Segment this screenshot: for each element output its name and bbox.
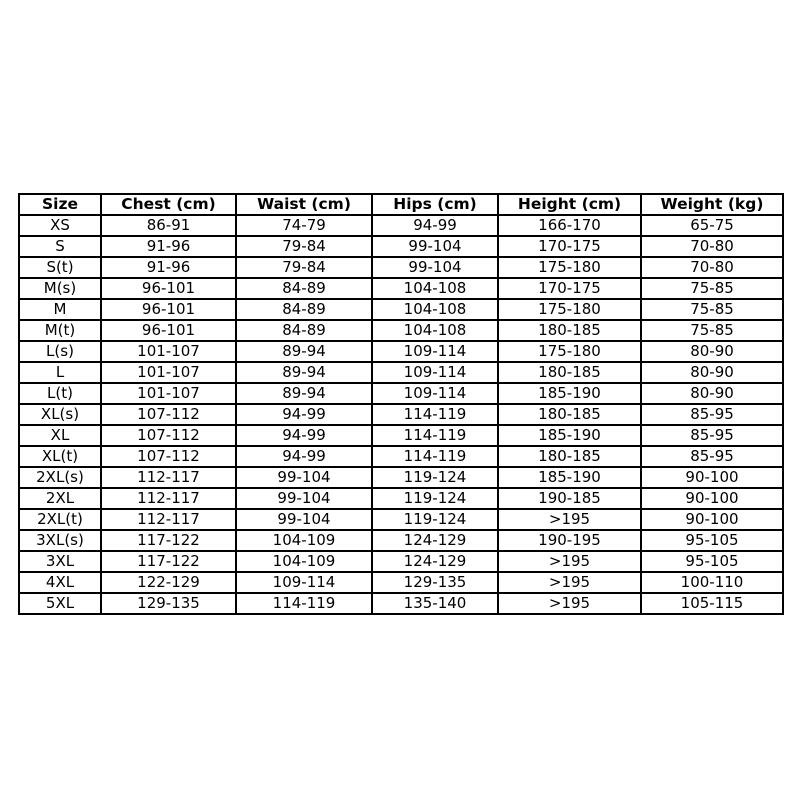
size-cell: S <box>19 236 101 257</box>
table-row <box>19 320 783 341</box>
value-cell: 129-135 <box>101 593 236 614</box>
value-cell: 70-80 <box>641 236 783 257</box>
value-cell: 100-110 <box>641 572 783 593</box>
table-row <box>19 593 783 614</box>
value-cell: 119-124 <box>372 488 498 509</box>
size-cell: M <box>19 299 101 320</box>
value-cell: 129-135 <box>372 572 498 593</box>
table-row <box>19 467 783 488</box>
value-cell: 104-108 <box>372 320 498 341</box>
value-cell: 75-85 <box>641 320 783 341</box>
value-cell: 104-108 <box>372 299 498 320</box>
size-cell: 4XL <box>19 572 101 593</box>
value-cell: 114-119 <box>372 446 498 467</box>
value-cell: 180-185 <box>498 404 641 425</box>
value-cell: 89-94 <box>236 362 372 383</box>
value-cell: 99-104 <box>372 236 498 257</box>
value-cell: 101-107 <box>101 383 236 404</box>
value-cell: 85-95 <box>641 425 783 446</box>
value-cell: 65-75 <box>641 215 783 236</box>
table-row <box>19 425 783 446</box>
value-cell: 185-190 <box>498 467 641 488</box>
value-cell: 109-114 <box>236 572 372 593</box>
size-cell: XL(t) <box>19 446 101 467</box>
value-cell: 90-100 <box>641 509 783 530</box>
size-cell: L <box>19 362 101 383</box>
value-cell: 94-99 <box>236 425 372 446</box>
value-cell: 99-104 <box>236 488 372 509</box>
value-cell: 114-119 <box>372 404 498 425</box>
size-cell: 3XL(s) <box>19 530 101 551</box>
value-cell: 94-99 <box>372 215 498 236</box>
value-cell: 170-175 <box>498 278 641 299</box>
value-cell: 94-99 <box>236 446 372 467</box>
column-header-waist: Waist (cm) <box>236 194 372 215</box>
value-cell: 75-85 <box>641 299 783 320</box>
value-cell: 119-124 <box>372 467 498 488</box>
column-header-height: Height (cm) <box>498 194 641 215</box>
value-cell: 96-101 <box>101 278 236 299</box>
size-chart-table <box>18 193 784 615</box>
value-cell: 107-112 <box>101 404 236 425</box>
table-row <box>19 572 783 593</box>
value-cell: 107-112 <box>101 425 236 446</box>
table-row <box>19 341 783 362</box>
value-cell: 107-112 <box>101 446 236 467</box>
value-cell: 185-190 <box>498 383 641 404</box>
value-cell: 190-185 <box>498 488 641 509</box>
value-cell: 104-109 <box>236 551 372 572</box>
table-row <box>19 551 783 572</box>
value-cell: 74-79 <box>236 215 372 236</box>
size-cell: 2XL(t) <box>19 509 101 530</box>
value-cell: 84-89 <box>236 299 372 320</box>
value-cell: 96-101 <box>101 320 236 341</box>
table-row <box>19 488 783 509</box>
value-cell: 175-180 <box>498 299 641 320</box>
value-cell: 124-129 <box>372 551 498 572</box>
table-row <box>19 404 783 425</box>
value-cell: 112-117 <box>101 509 236 530</box>
table-row <box>19 236 783 257</box>
value-cell: 124-129 <box>372 530 498 551</box>
value-cell: 90-100 <box>641 467 783 488</box>
table-row <box>19 509 783 530</box>
size-cell: L(t) <box>19 383 101 404</box>
value-cell: >195 <box>498 572 641 593</box>
value-cell: 175-180 <box>498 341 641 362</box>
table-row <box>19 257 783 278</box>
value-cell: 75-85 <box>641 278 783 299</box>
value-cell: 86-91 <box>101 215 236 236</box>
value-cell: 117-122 <box>101 551 236 572</box>
value-cell: 109-114 <box>372 383 498 404</box>
value-cell: 90-100 <box>641 488 783 509</box>
value-cell: 180-185 <box>498 362 641 383</box>
value-cell: 96-101 <box>101 299 236 320</box>
header-row <box>19 194 783 215</box>
value-cell: >195 <box>498 593 641 614</box>
size-cell: XL <box>19 425 101 446</box>
table-row <box>19 215 783 236</box>
value-cell: 119-124 <box>372 509 498 530</box>
value-cell: 99-104 <box>236 467 372 488</box>
size-cell: 2XL <box>19 488 101 509</box>
column-header-weight: Weight (kg) <box>641 194 783 215</box>
table-row <box>19 362 783 383</box>
table-row <box>19 299 783 320</box>
size-cell: S(t) <box>19 257 101 278</box>
value-cell: 166-170 <box>498 215 641 236</box>
value-cell: 79-84 <box>236 236 372 257</box>
value-cell: 175-180 <box>498 257 641 278</box>
value-cell: 85-95 <box>641 446 783 467</box>
value-cell: 112-117 <box>101 467 236 488</box>
table-row <box>19 446 783 467</box>
value-cell: 99-104 <box>372 257 498 278</box>
value-cell: 109-114 <box>372 362 498 383</box>
value-cell: 85-95 <box>641 404 783 425</box>
size-cell: L(s) <box>19 341 101 362</box>
value-cell: 99-104 <box>236 509 372 530</box>
value-cell: 91-96 <box>101 236 236 257</box>
value-cell: 89-94 <box>236 383 372 404</box>
value-cell: >195 <box>498 509 641 530</box>
value-cell: 180-185 <box>498 320 641 341</box>
size-cell: XS <box>19 215 101 236</box>
value-cell: 185-190 <box>498 425 641 446</box>
value-cell: 112-117 <box>101 488 236 509</box>
value-cell: 101-107 <box>101 362 236 383</box>
table-row <box>19 383 783 404</box>
value-cell: 114-119 <box>372 425 498 446</box>
value-cell: 95-105 <box>641 530 783 551</box>
table-row <box>19 278 783 299</box>
value-cell: 101-107 <box>101 341 236 362</box>
value-cell: 80-90 <box>641 383 783 404</box>
column-header-hips: Hips (cm) <box>372 194 498 215</box>
column-header-chest: Chest (cm) <box>101 194 236 215</box>
size-cell: 3XL <box>19 551 101 572</box>
value-cell: 114-119 <box>236 593 372 614</box>
size-cell: M(s) <box>19 278 101 299</box>
value-cell: 80-90 <box>641 341 783 362</box>
value-cell: 104-108 <box>372 278 498 299</box>
value-cell: 104-109 <box>236 530 372 551</box>
size-cell: XL(s) <box>19 404 101 425</box>
value-cell: 91-96 <box>101 257 236 278</box>
value-cell: 80-90 <box>641 362 783 383</box>
value-cell: 190-195 <box>498 530 641 551</box>
size-cell: M(t) <box>19 320 101 341</box>
value-cell: 95-105 <box>641 551 783 572</box>
value-cell: 117-122 <box>101 530 236 551</box>
value-cell: >195 <box>498 551 641 572</box>
value-cell: 84-89 <box>236 278 372 299</box>
value-cell: 122-129 <box>101 572 236 593</box>
value-cell: 180-185 <box>498 446 641 467</box>
size-cell: 5XL <box>19 593 101 614</box>
value-cell: 79-84 <box>236 257 372 278</box>
value-cell: 105-115 <box>641 593 783 614</box>
value-cell: 170-175 <box>498 236 641 257</box>
value-cell: 109-114 <box>372 341 498 362</box>
value-cell: 70-80 <box>641 257 783 278</box>
table-row <box>19 530 783 551</box>
value-cell: 135-140 <box>372 593 498 614</box>
size-cell: 2XL(s) <box>19 467 101 488</box>
value-cell: 89-94 <box>236 341 372 362</box>
column-header-size: Size <box>19 194 101 215</box>
value-cell: 84-89 <box>236 320 372 341</box>
value-cell: 94-99 <box>236 404 372 425</box>
